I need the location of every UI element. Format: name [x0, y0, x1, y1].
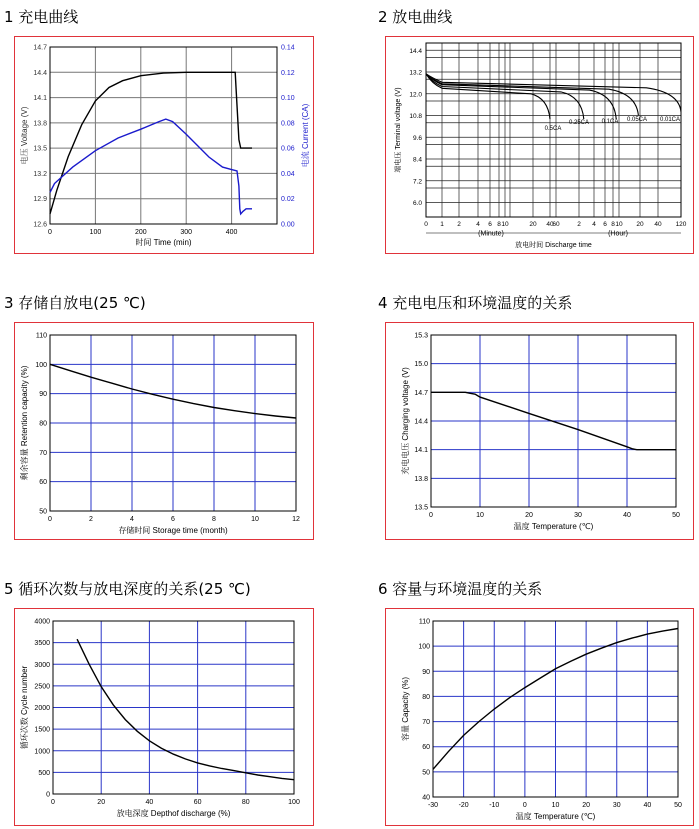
x-tick-label: 0: [429, 512, 433, 519]
heading-discharge-curve: 2 放电曲线: [378, 8, 453, 26]
y-tick-label: 14.7: [414, 389, 428, 397]
x-tick-label: 20: [525, 512, 533, 519]
y-axis-label: 容量 Capacity (%): [401, 676, 410, 742]
x-tick-label: 60: [193, 799, 202, 806]
y2-tick-label: 0.08: [281, 120, 295, 128]
x-tick-label: 10: [501, 221, 509, 228]
x-tick-label: 0: [522, 802, 527, 809]
curve-label: 0.05CA: [626, 117, 648, 123]
x-tick-label: 40: [623, 512, 631, 519]
y-tick-label: 90: [422, 668, 430, 676]
curve-label: 0.25CA: [568, 120, 590, 126]
x-tick-label: 0: [48, 516, 52, 523]
x-tick-label: 20: [636, 221, 644, 228]
x-tick-label: 40: [654, 221, 662, 228]
y-tick-label: 500: [38, 769, 50, 777]
y-tick-label: 7.2: [412, 178, 422, 186]
chart-panel-discharge-curve: [385, 36, 694, 254]
y2-tick-label: 0.10: [281, 95, 295, 103]
y-axis-label: 电压 Voltage (V): [20, 106, 29, 165]
x-tick-label: 10: [476, 512, 484, 519]
x-tick-label: 4: [130, 516, 134, 523]
x-tick-label: -30: [427, 802, 439, 809]
x-axis-label: 放电时间 Discharge time: [515, 242, 592, 249]
y-tick-label: 1500: [34, 726, 50, 734]
y-tick-label: 1000: [34, 748, 50, 756]
y-tick-label: 12.6: [33, 221, 47, 229]
y-tick-label: 8.4: [412, 156, 422, 164]
chart-charge-voltage-temp: [386, 323, 695, 541]
y-tick-label: 6.0: [412, 200, 422, 207]
x-axis-label: 放电深度 Depthof discharge (%): [116, 809, 231, 818]
y-tick-label: 13.2: [409, 69, 422, 77]
x-tick-label: 40: [643, 802, 652, 809]
x-tick-label: 8: [212, 516, 216, 523]
y-tick-label: 13.8: [33, 120, 47, 128]
x-tick-label: 10: [615, 221, 623, 228]
y-tick-label: 13.2: [33, 170, 47, 178]
x-tick-label: 30: [574, 512, 582, 519]
y2-tick-label: 0.12: [281, 69, 295, 77]
y-tick-label: 10.8: [409, 113, 422, 120]
x-axis-label: 温度 Temperature (℃): [513, 522, 594, 531]
x-axis-label: 温度 Temperature (℃): [515, 812, 596, 821]
y2-axis-label: 电流 Current (CA): [301, 103, 310, 168]
y2-tick-label: 0.00: [281, 221, 295, 229]
x-tick-label: 200: [134, 229, 147, 236]
x-tick-label: 50: [672, 512, 680, 519]
x-tick-label: 8: [497, 221, 501, 228]
x-tick-label: 50: [674, 802, 682, 809]
y-tick-label: 14.7: [33, 44, 47, 52]
chart-panel-charge-voltage-temp: [385, 322, 694, 540]
y-tick-label: 110: [418, 618, 430, 626]
x-tick-label: 12: [292, 516, 300, 523]
x-tick-label: 1: [440, 221, 444, 228]
y-axis-label: 剩余容量 Retention capacity (%): [20, 365, 29, 481]
heading-charge-curve: 1 充电曲线: [4, 8, 79, 26]
y-tick-label: 14.4: [409, 47, 422, 55]
curve-label: 0.5CA: [544, 126, 562, 132]
y-tick-label: 100: [35, 361, 47, 369]
y-tick-label: 13.8: [414, 475, 428, 483]
x-tick-label: -20: [458, 802, 469, 809]
y2-tick-label: 0.06: [281, 145, 295, 153]
x-tick-label: 6: [603, 221, 607, 228]
x-tick-label: 80: [241, 799, 250, 806]
y-tick-label: 100: [418, 643, 430, 651]
series-line-current: [50, 119, 252, 214]
y-tick-label: 13.5: [414, 504, 428, 512]
y-tick-label: 9.6: [412, 134, 422, 142]
y-tick-label: 14.1: [33, 95, 47, 103]
x-tick-label: 2: [577, 221, 581, 228]
y-tick-label: 60: [39, 479, 47, 487]
y-tick-label: 4000: [34, 618, 50, 626]
x-tick-label: 2: [457, 221, 461, 228]
chart-cycle-life: [15, 609, 315, 827]
y-tick-label: 40: [422, 794, 430, 802]
y-tick-label: 2000: [34, 705, 50, 712]
x-tick-label: 0: [48, 229, 52, 236]
y-tick-label: 60: [422, 744, 430, 752]
y-tick-label: 14.4: [33, 69, 47, 77]
x-tick-label: 60: [552, 221, 560, 228]
x-tick-label: 40: [145, 799, 154, 806]
curve-label: 0.01CA: [659, 117, 681, 123]
y-tick-label: 14.1: [414, 447, 428, 455]
heading-charge-voltage-temp: 4 充电电压和环境温度的关系: [378, 294, 573, 312]
x-tick-label: 20: [97, 799, 106, 806]
y-tick-label: 90: [39, 391, 47, 399]
y-tick-label: 70: [39, 449, 47, 457]
y-tick-label: 110: [35, 332, 47, 340]
minute-group-label: (Minute): [478, 230, 504, 238]
x-tick-label: 40: [546, 221, 554, 228]
y-tick-label: 12.0: [409, 91, 422, 99]
chart-panel-capacity-temp: [385, 608, 694, 826]
x-tick-label: 10: [551, 802, 560, 809]
chart-discharge-curve: [386, 37, 695, 255]
y-tick-label: 15.3: [414, 332, 428, 340]
series-line-voltage: [50, 72, 252, 214]
y-tick-label: 80: [422, 693, 430, 701]
x-tick-label: 20: [529, 221, 537, 228]
x-tick-label: 0: [424, 221, 428, 228]
series-line: [426, 74, 616, 119]
chart-panel-cycle-life: [14, 608, 314, 826]
x-tick-label: 400: [225, 229, 238, 236]
series-line: [77, 639, 294, 780]
heading-cycle-life: 5 循环次数与放电深度的关系(25 ℃): [4, 580, 251, 598]
hour-group-label: (Hour): [608, 230, 628, 238]
x-tick-label: 6: [171, 516, 175, 523]
y-tick-label: 0: [46, 791, 50, 799]
y-tick-label: 14.4: [414, 418, 428, 426]
chart-self-discharge: [15, 323, 315, 541]
heading-capacity-temp: 6 容量与环境温度的关系: [378, 580, 543, 598]
x-tick-label: 100: [288, 799, 300, 806]
y-tick-label: 13.5: [33, 145, 47, 153]
x-axis-label: 存储时间 Storage time (month): [118, 526, 228, 535]
y-tick-label: 3000: [34, 661, 50, 669]
y-tick-label: 3500: [34, 640, 50, 648]
chart-capacity-temp: [386, 609, 695, 827]
x-tick-label: 100: [89, 229, 102, 236]
y-tick-label: 50: [422, 769, 430, 777]
chart-panel-charge-curve: [14, 36, 314, 254]
x-tick-label: 4: [592, 221, 596, 228]
y2-tick-label: 0.02: [281, 196, 295, 204]
y-tick-label: 15.0: [414, 361, 428, 369]
heading-self-discharge: 3 存储自放电(25 ℃): [4, 294, 146, 312]
x-tick-label: 30: [612, 802, 621, 809]
chart-panel-self-discharge: [14, 322, 314, 540]
chart-charge-curve: [15, 37, 315, 255]
x-tick-label: 20: [582, 802, 591, 809]
x-axis-label: 时间 Time (min): [135, 238, 192, 247]
y-axis-label: 充电电压 Charging voltage (V): [401, 367, 410, 475]
y-tick-label: 12.9: [33, 196, 47, 204]
x-tick-label: 300: [180, 229, 193, 236]
y2-tick-label: 0.14: [281, 44, 295, 52]
x-tick-label: 2: [89, 516, 93, 523]
y-tick-label: 70: [422, 719, 430, 727]
y-axis-label: 循环次数 Cycle number: [20, 665, 29, 750]
y2-tick-label: 0.04: [281, 170, 295, 178]
x-tick-label: -10: [489, 802, 500, 809]
series-line: [426, 74, 550, 119]
x-tick-label: 0: [51, 799, 55, 806]
curve-label: 0.1CA: [601, 119, 619, 125]
y-axis-label: 端电压 Terminal voltage (V): [395, 87, 402, 173]
y-tick-label: 2500: [34, 683, 50, 691]
y-tick-label: 50: [39, 508, 47, 516]
x-tick-label: 4: [476, 221, 480, 228]
x-tick-label: 6: [488, 221, 492, 228]
x-tick-label: 120: [675, 221, 687, 228]
x-tick-label: 10: [251, 516, 259, 523]
y-tick-label: 80: [39, 420, 47, 428]
x-tick-label: 8: [611, 221, 615, 228]
